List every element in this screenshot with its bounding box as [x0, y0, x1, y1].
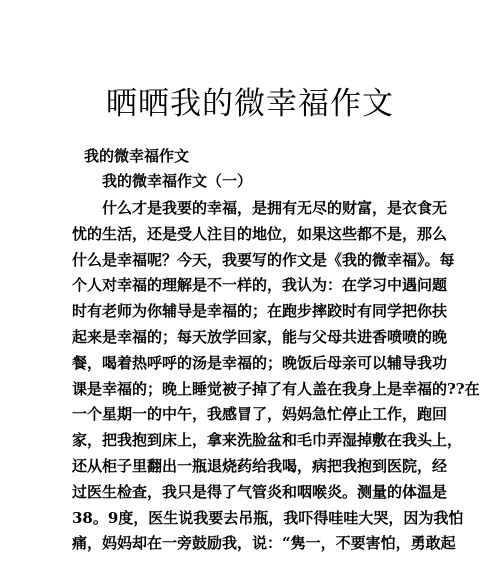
text-line: 课是幸福的；晚上睡觉被子掉了有人盖在我身上是幸福的??在 [72, 379, 480, 398]
section-heading: 我的微幸福作文（一） [102, 172, 253, 190]
text-line: 痛，妈妈却在一旁鼓励我，说：“隽一，不要害怕，勇敢起 [72, 534, 456, 553]
text-line: 过医生检查，我只是得了气管炎和咽喉炎。测量的体温是 [72, 482, 448, 501]
body-text [72, 196, 480, 557]
document-subtitle: 我的微幸福作文 [84, 147, 190, 165]
text-line: 38。9度，医生说我要去吊瓶，我吓得哇哇大哭，因为我怕 [72, 508, 464, 527]
document-title: 晒晒我的微幸福作文 [106, 86, 394, 122]
text-line: 时有老师为你辅导是幸福的；在跑步摔跤时有同学把你扶 [72, 302, 448, 321]
text-line: 个人对幸福的理解是不一样的，我认为：在学习中遇问题 [72, 276, 448, 295]
text-line: 忧的生活，还是受人注目的地位，如果这些都不是，那么 [72, 224, 448, 243]
text-line: 起来是幸福的；每天放学回家，能与父母共进香喷喷的晚 [72, 327, 448, 346]
text-line: 家，把我抱到床上，拿来洗脸盆和毛巾弄湿掉敷在我头上， [72, 431, 463, 450]
text-line: 一个星期一的中午，我感冒了，妈妈急忙停止工作，跑回 [72, 405, 448, 424]
text-line: 餐，喝着热呼呼的汤是幸福的；晚饭后母亲可以辅导我功 [72, 353, 448, 372]
text-line: 什么才是我要的幸福，是拥有无尽的财富，是衣食无 [102, 199, 448, 217]
text-line: 还从柜子里翻出一瓶退烧药给我喝，病把我抱到医院，经 [72, 456, 448, 475]
text-line: 什么是幸福呢？今天，我要写的作文是《我的微幸福》。每 [72, 250, 455, 269]
